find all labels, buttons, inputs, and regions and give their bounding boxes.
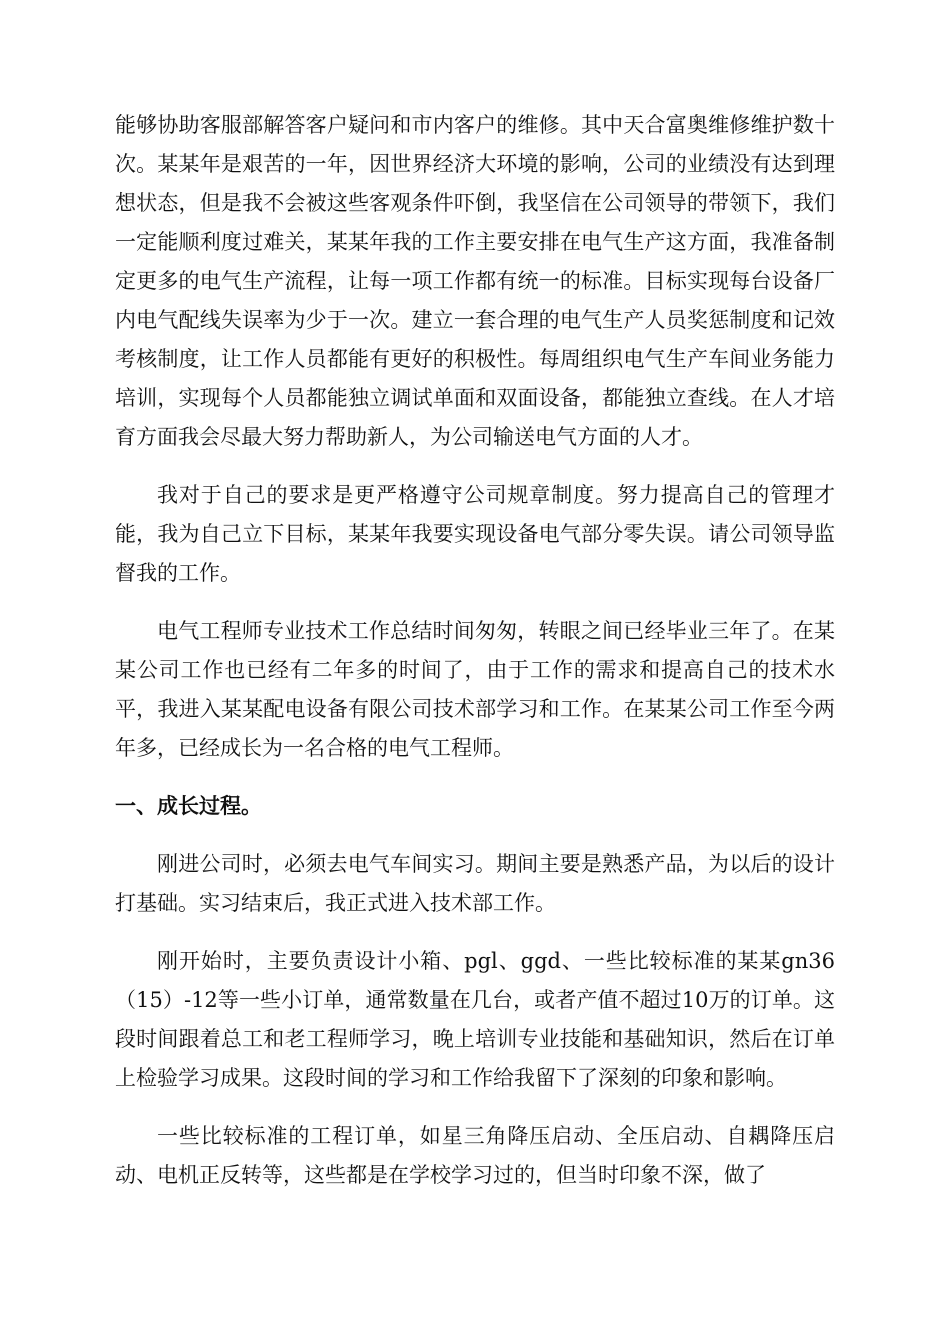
paragraph-early-work: 刚开始时，主要负责设计小箱、pgl、ggd、一些比较标准的某某gn36（15）-12等一些小订单，通常数量在几台，或者产值不超过10万的订单。这段时间跟着总工和老工程师学习，晚上培训专业技能和基础知识，然后在订单上检验学习成果。这段时间的学习和工作给我留下了深刻的印象和影响。: [115, 949, 835, 1090]
document-body: [115, 106, 835, 1214]
section-heading-growth-process: 一、成长过程。: [115, 794, 262, 818]
paragraph-continuation: 能够协助客服部解答客户疑问和市内客户的维修。其中天合富奥维修维护数十次。某某年是艰苦的一年，因世界经济大环境的影响，公司的业绩没有达到理想状态，但是我不会被这些客观条件吓倒，我坚信在公司领导的带领下，我们一定能顺利度过难关，某某年我的工作主要安排在电气生产这方面，我准备制定更多的电气生产流程，让每一项工作都有统一的标准。目标实现每台设备厂内电气配线失误率为少于一次。建立一套合理的电气生产人员奖惩制度和记效考核制度，让工作人员都能有更好的积极性。每周组织电气生产车间业务能力培训，实现每个人员都能独立调试单面和双面设备，都能独立查线。在人才培育方面我会尽最大努力帮助新人，为公司输送电气方面的人才。: [115, 113, 835, 449]
paragraph-internship: 刚进公司时，必须去电气车间实习。期间主要是熟悉产品，为以后的设计打基础。实习结束后，我正式进入技术部工作。: [115, 852, 835, 915]
paragraph-standard-orders: 一些比较标准的工程订单，如星三角降压启动、全压启动、自耦降压启动、电机正反转等，这些都是在学校学习过的，但当时印象不深，做了: [115, 1124, 835, 1187]
paragraph-summary-intro: 电气工程师专业技术工作总结时间匆匆，转眼之间已经毕业三年了。在某某公司工作也已经有二年多的时间了，由于工作的需求和提高自己的技术水平，我进入某某配电设备有限公司技术部学习和工作。在某某公司工作至今两年多，已经成长为一名合格的电气工程师。: [115, 619, 835, 760]
paragraph-self-requirements: 我对于自己的要求是更严格遵守公司规章制度。努力提高自己的管理才能，我为自己立下目标，某某年我要实现设备电气部分零失误。请公司领导监督我的工作。: [115, 483, 835, 585]
